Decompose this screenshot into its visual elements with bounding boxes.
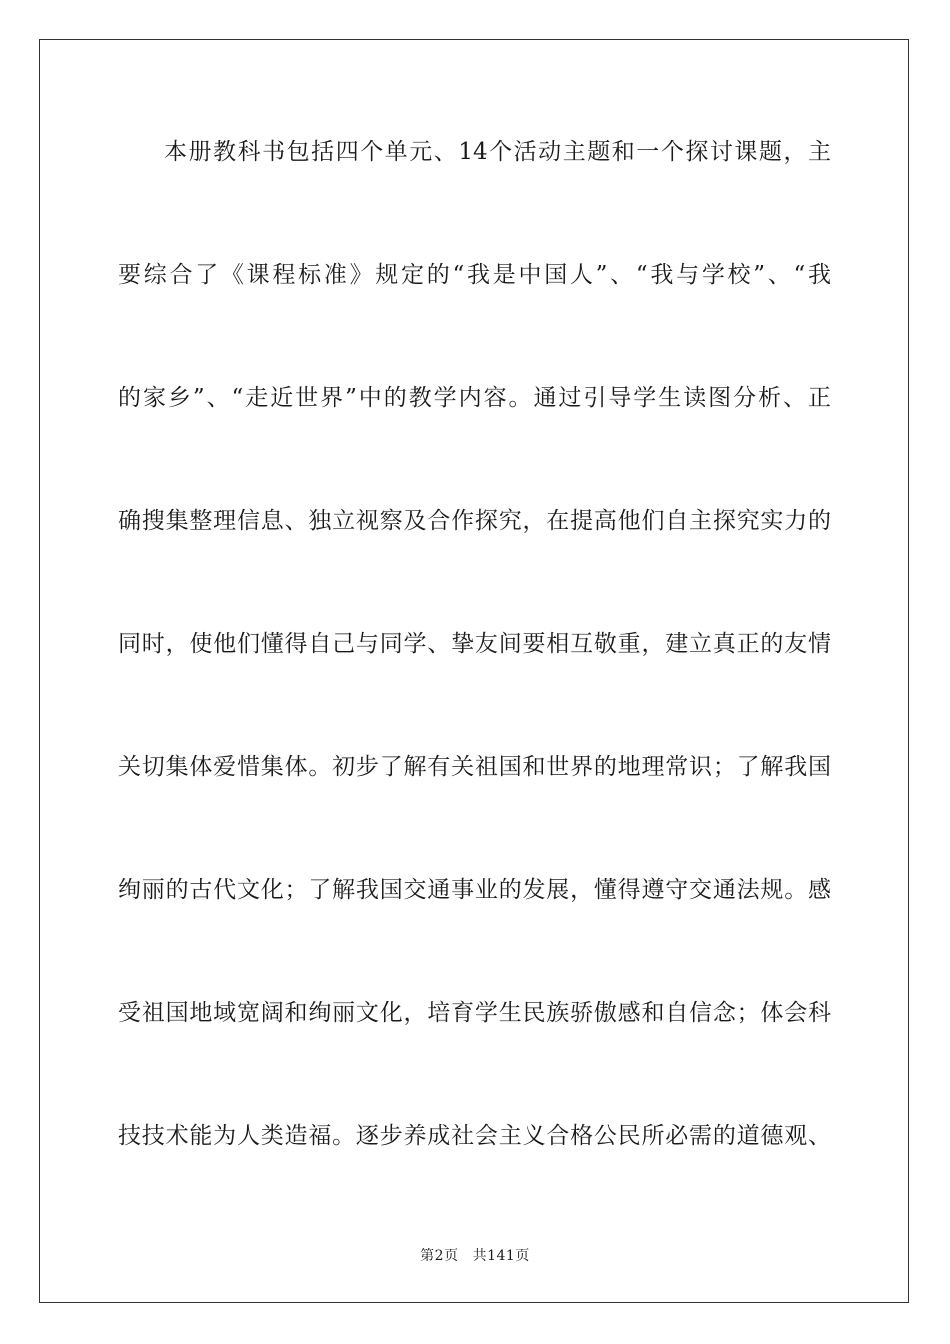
page-border	[39, 39, 909, 1303]
paragraph-line-1: 本册教科书包括四个单元、14个活动主题和一个探讨课题，主	[164, 139, 831, 165]
page-footer	[0, 1245, 950, 1265]
paragraph-line-3: 的家乡”、“走近世界”中的教学内容。通过引导学生读图分析、正	[118, 385, 831, 411]
paragraph-line-2: 要综合了《课程标准》规定的“我是中国人”、“我与学校”、“我	[118, 262, 831, 288]
page-total: 共141页	[472, 1248, 530, 1264]
paragraph-line-9: 技技术能为人类造福。逐步养成社会主义合格公民所必需的道德观、	[118, 1123, 831, 1149]
paragraph-line-7: 绚丽的古代文化；了解我国交通事业的发展，懂得遵守交通法规。感	[118, 877, 831, 903]
paragraph-line-4: 确搜集整理信息、独立视察及合作探究，在提高他们自主探究实力的	[118, 508, 831, 534]
page-number: 第2页	[420, 1248, 459, 1264]
paragraph-line-5: 同时，使他们懂得自己与同学、挚友间要相互敬重，建立真正的友情	[118, 631, 831, 657]
paragraph-line-8: 受祖国地域宽阔和绚丽文化，培育学生民族骄傲感和自信念；体会科	[118, 1000, 831, 1026]
paragraph-line-6: 关切集体爱惜集体。初步了解有关祖国和世界的地理常识；了解我国	[118, 754, 831, 780]
